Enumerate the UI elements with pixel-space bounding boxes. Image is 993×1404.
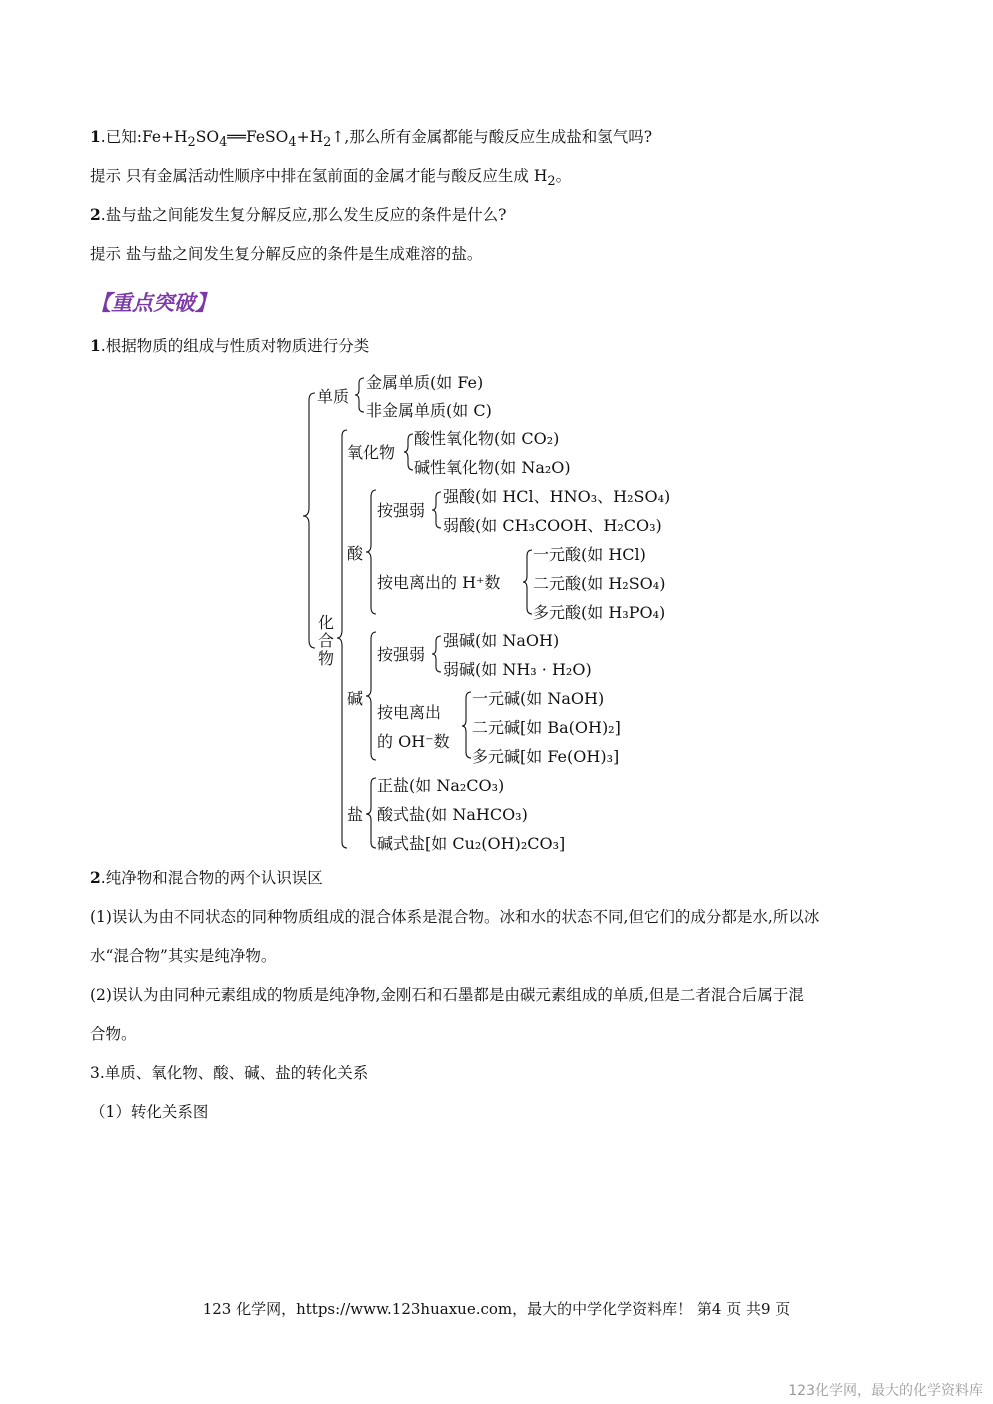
section-title: 【重点突破】 (90, 291, 216, 315)
watermark: 123化学网，最大的化学资料库 (788, 1383, 983, 1399)
brace-salt (366, 778, 376, 848)
point-1: 1.根据物质的组成与性质对物质进行分类 (90, 336, 370, 355)
label-acid-by-h: 按电离出的 H⁺数 (377, 573, 501, 592)
label-normal-salt: 正盐(如 Na₂CO₃) (377, 776, 505, 795)
point-2: 2.纯净物和混合物的两个认识误区 (90, 868, 323, 887)
label-strong-acid: 强酸(如 HCl、HNO₃、H₂SO₄) (443, 487, 671, 506)
label-acid-oxide: 酸性氧化物(如 CO₂) (414, 429, 560, 448)
brace-huahewu (337, 430, 347, 848)
label-oxide: 氧化物 (347, 443, 396, 462)
label-weak-acid: 弱酸(如 CH₃COOH、H₂CO₃) (443, 516, 662, 535)
brace-base (366, 632, 376, 760)
brace-acid-strength (432, 492, 441, 528)
label-poly-acid: 多元酸(如 H₃PO₄) (533, 603, 666, 622)
label-strong-base: 强碱(如 NaOH) (443, 631, 560, 650)
label-poly-base: 多元碱[如 Fe(OH)₃] (472, 747, 620, 766)
point-2-para-1-line-2: 水“混合物”其实是纯净物。 (90, 947, 277, 965)
label-acid: 酸 (347, 544, 364, 563)
point-3-sub: （1）转化关系图 (90, 1103, 209, 1121)
point-2-para-2-line-2: 合物。 (90, 1025, 137, 1043)
label-base: 碱 (347, 689, 364, 708)
answer-1: 提示 只有金属活动性顺序中排在氢前面的金属才能与酸反应生成 $H_2$。 (90, 167, 572, 190)
label-salt: 盐 (347, 805, 364, 824)
label-acid-by-strength: 按强弱 (377, 501, 426, 520)
point-3: 3.单质、氧化物、酸、碱、盐的转化关系 (90, 1064, 369, 1082)
brace-danzhi (355, 378, 364, 412)
label-hua: 化 (318, 613, 335, 632)
label-base-by-oh-1: 按电离出 (377, 703, 442, 722)
label-base-by-strength: 按强弱 (377, 645, 426, 664)
label-metal: 金属单质(如 Fe) (366, 373, 484, 392)
label-acid-salt: 酸式盐(如 NaHCO₃) (377, 805, 528, 824)
label-danzhi: 单质 (317, 387, 350, 406)
label-base-by-oh-2: 的 OH⁻数 (377, 732, 450, 751)
label-mono-base: 一元碱(如 NaOH) (472, 689, 605, 708)
question-1: 1.已知$:Fe+H_2SO_4══FeSO_4+H_2↑$,那么所有金属都能与酸反应生成盐和氢气吗? (90, 127, 653, 151)
page-footer: 123 化学网，https://www.123huaxue.com，最大的中学化学资料库！ 第4 页 共9 页 (202, 1300, 791, 1318)
brace-acid-h (523, 550, 532, 614)
label-he: 合 (318, 631, 335, 650)
point-2-para-2-line-1: (2)误认为由同种元素组成的物质是纯净物,金刚石和石墨都是由碳元素组成的单质,但是二者混合后属于混 (90, 986, 804, 1004)
label-basic-salt: 碱式盐[如 Cu₂(OH)₂CO₃] (377, 834, 566, 853)
brace-oxide (404, 434, 413, 470)
point-2-para-1-line-1: (1)误认为由不同状态的同种物质组成的混合体系是混合物。冰和水的状态不同,但它们的成分都是水,所以冰 (90, 908, 820, 926)
question-2: 2.盐与盐之间能发生复分解反应,那么发生反应的条件是什么? (90, 205, 507, 224)
brace-base-strength (432, 636, 441, 672)
answer-2: 提示 盐与盐之间发生复分解反应的条件是生成难溶的盐。 (90, 245, 483, 263)
label-mono-acid: 一元酸(如 HCl) (533, 545, 646, 564)
brace-acid (366, 490, 376, 614)
label-wu: 物 (318, 649, 335, 668)
label-base-oxide: 碱性氧化物(如 Na₂O) (414, 458, 571, 477)
label-weak-base: 弱碱(如 NH₃ · H₂O) (443, 660, 592, 679)
brace-base-oh (462, 692, 471, 758)
label-di-acid: 二元酸(如 H₂SO₄) (533, 574, 666, 593)
label-di-base: 二元碱[如 Ba(OH)₂] (472, 718, 621, 737)
brace-root (303, 393, 315, 648)
label-nonmetal: 非金属单质(如 C) (366, 401, 492, 420)
